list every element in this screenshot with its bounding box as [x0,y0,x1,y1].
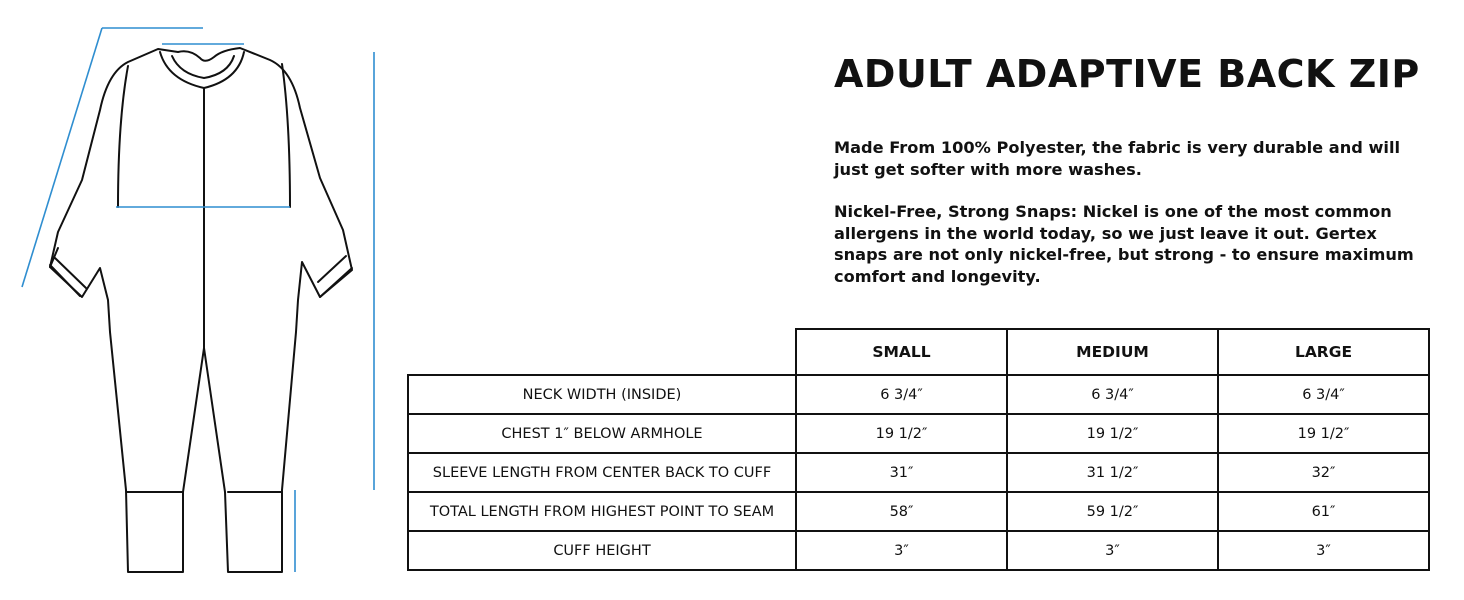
header-small: SMALL [796,329,1007,375]
table-row [408,414,1429,453]
cell-small: 3″ [796,531,1007,570]
cell-large: 61″ [1218,492,1429,531]
cell-small: 31″ [796,453,1007,492]
cell-large: 19 1/2″ [1218,414,1429,453]
row-label: TOTAL LENGTH FROM HIGHEST POINT TO SEAM [408,492,796,531]
page-title: ADULT ADAPTIVE BACK ZIP [834,52,1420,96]
cell-large: 3″ [1218,531,1429,570]
cell-medium: 3″ [1007,531,1218,570]
garment-outline [50,48,352,572]
cell-large: 32″ [1218,453,1429,492]
header-large: LARGE [1218,329,1429,375]
cell-large: 6 3/4″ [1218,375,1429,414]
row-label: NECK WIDTH (INSIDE) [408,375,796,414]
cell-medium: 19 1/2″ [1007,414,1218,453]
header-medium: MEDIUM [1007,329,1218,375]
row-label: CHEST 1″ BELOW ARMHOLE [408,414,796,453]
cell-small: 58″ [796,492,1007,531]
snaps-description: Nickel-Free, Strong Snaps: Nickel is one of the most common allergens in the world today, so we just leave it out. Gertex snaps are not only nickel-free, but strong - to ensure maximum comfort and longevity. [834,202,1414,286]
table-row [408,531,1429,570]
row-label: CUFF HEIGHT [408,531,796,570]
row-label: SLEEVE LENGTH FROM CENTER BACK TO CUFF [408,453,796,492]
table-row [408,453,1429,492]
onesie-garment-icon [0,0,400,600]
size-chart-table [407,328,1430,571]
cell-medium: 6 3/4″ [1007,375,1218,414]
table-header-row [408,329,1429,375]
cell-medium: 59 1/2″ [1007,492,1218,531]
table-row [408,492,1429,531]
fabric-description: Made From 100% Polyester, the fabric is very durable and will just get softer with more washes. [834,138,1401,179]
header-blank [408,329,796,375]
cell-medium: 31 1/2″ [1007,453,1218,492]
table-row [408,375,1429,414]
cell-small: 19 1/2″ [796,414,1007,453]
cell-small: 6 3/4″ [796,375,1007,414]
